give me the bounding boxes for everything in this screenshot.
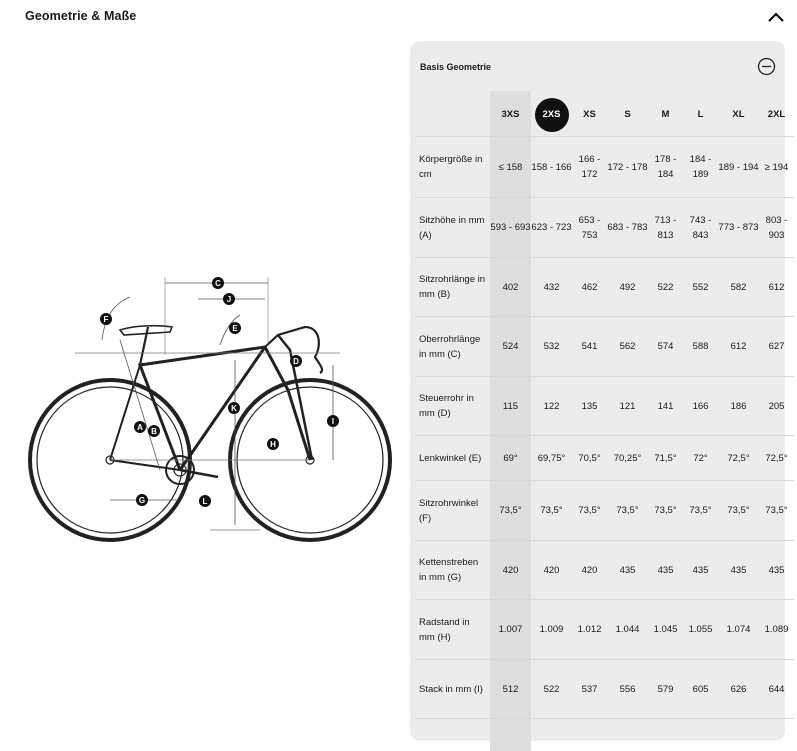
row-value: 579 xyxy=(648,660,683,719)
size-option-3xs[interactable]: 3XS xyxy=(490,93,531,137)
row-value: 1.044 xyxy=(607,600,648,660)
row-value: 73,5° xyxy=(683,481,718,541)
size-option-xs[interactable]: XS xyxy=(572,93,607,137)
row-value: 522 xyxy=(648,258,683,317)
panel-title: Basis Geometrie xyxy=(420,62,492,72)
row-value: 435 xyxy=(648,541,683,600)
geometry-row xyxy=(415,198,794,258)
diagram-marker-i xyxy=(327,415,339,427)
diagram-marker-h xyxy=(267,438,279,450)
row-value: 1.007 xyxy=(490,600,531,660)
row-value: 522 xyxy=(531,660,572,719)
diagram-marker-e xyxy=(229,322,241,334)
row-value: 588 xyxy=(683,317,718,377)
row-value: 115 xyxy=(490,377,531,436)
row-value: 612 xyxy=(718,317,759,377)
row-value: 532 xyxy=(531,317,572,377)
row-value: 69,75° xyxy=(531,436,572,481)
row-value: 73,5° xyxy=(718,481,759,541)
row-value: 623 - 723 xyxy=(531,198,572,258)
row-value: 420 xyxy=(490,541,531,600)
row-value: 205 xyxy=(759,377,794,436)
row-label: Lenkwinkel (E) xyxy=(415,436,490,481)
row-value: 743 - 843 xyxy=(683,198,718,258)
row-value: 73,5° xyxy=(759,481,794,541)
row-value: 537 xyxy=(572,660,607,719)
row-value: 492 xyxy=(607,258,648,317)
geometry-panel xyxy=(410,41,789,741)
row-value: 562 xyxy=(607,317,648,377)
row-value: 552 xyxy=(683,258,718,317)
row-value: 166 xyxy=(683,377,718,436)
svg-text:H: H xyxy=(270,440,276,449)
diagram-marker-c xyxy=(212,277,224,289)
row-value: 541 xyxy=(572,317,607,377)
size-option-l[interactable]: L xyxy=(683,93,718,137)
row-value: 462 xyxy=(572,258,607,317)
diagram-marker-d xyxy=(290,355,302,367)
svg-text:E: E xyxy=(232,324,238,333)
svg-text:K: K xyxy=(231,404,237,413)
row-value: 627 xyxy=(759,317,794,377)
diagram-marker-f xyxy=(100,313,112,325)
row-label: Körpergröße in cm xyxy=(415,137,490,198)
diagram-marker-b xyxy=(148,425,160,437)
svg-text:I: I xyxy=(331,417,335,426)
row-value: 141 xyxy=(648,377,683,436)
row-value: 683 - 783 xyxy=(607,198,648,258)
row-label: Stack in mm (I) xyxy=(415,660,490,719)
row-value: 73,5° xyxy=(531,481,572,541)
row-value: 178 - 184 xyxy=(648,137,683,198)
svg-text:B: B xyxy=(151,427,157,436)
row-value: 1.012 xyxy=(572,600,607,660)
row-value: 72,5° xyxy=(718,436,759,481)
row-value: 1.045 xyxy=(648,600,683,660)
row-value: 512 xyxy=(490,660,531,719)
geometry-row xyxy=(415,660,794,719)
size-option-xl[interactable]: XL xyxy=(718,93,759,137)
geometry-row xyxy=(415,258,794,317)
row-value: 402 xyxy=(490,258,531,317)
size-option-m[interactable]: M xyxy=(648,93,683,137)
diagram-marker-k xyxy=(228,402,240,414)
row-value: 135 xyxy=(572,377,607,436)
row-value: 166 - 172 xyxy=(572,137,607,198)
row-value: 1.009 xyxy=(531,600,572,660)
svg-text:G: G xyxy=(138,496,146,505)
row-value: 713 - 813 xyxy=(648,198,683,258)
row-value: 70,25° xyxy=(607,436,648,481)
chevron-up-icon[interactable] xyxy=(766,10,786,24)
geometry-row xyxy=(415,541,794,600)
size-option-2xl[interactable]: 2XL xyxy=(759,93,794,137)
geometry-row xyxy=(415,481,794,541)
row-value: 1.089 xyxy=(759,600,794,660)
row-label: Sitzrohrlänge in mm (B) xyxy=(415,258,490,317)
row-value: 70,5° xyxy=(572,436,607,481)
row-value: 435 xyxy=(718,541,759,600)
row-label: Sitzrohrwinkel (F) xyxy=(415,481,490,541)
geometry-table xyxy=(415,93,794,719)
size-option-s[interactable]: S xyxy=(607,93,648,137)
row-value: 69° xyxy=(490,436,531,481)
bike-geometry-diagram xyxy=(20,255,390,545)
selected-size-pill[interactable]: 2XS xyxy=(535,98,569,132)
svg-text:D: D xyxy=(293,357,299,366)
row-value: 72° xyxy=(683,436,718,481)
row-value: 593 - 693 xyxy=(490,198,531,258)
minus-circle-icon[interactable] xyxy=(757,57,776,76)
geometry-row xyxy=(415,436,794,481)
row-value: 435 xyxy=(683,541,718,600)
row-value: 574 xyxy=(648,317,683,377)
geometry-row xyxy=(415,137,794,198)
row-value: 435 xyxy=(759,541,794,600)
row-label: Radstand in mm (H) xyxy=(415,600,490,660)
row-label: Sitzhöhe in mm (A) xyxy=(415,198,490,258)
size-header-row xyxy=(415,93,794,137)
size-header-spacer xyxy=(415,93,490,137)
row-value: 1.055 xyxy=(683,600,718,660)
row-value: 186 xyxy=(718,377,759,436)
row-value: 644 xyxy=(759,660,794,719)
row-value: 73,5° xyxy=(607,481,648,541)
row-value: 184 - 189 xyxy=(683,137,718,198)
svg-text:A: A xyxy=(137,423,143,432)
row-value: 626 xyxy=(718,660,759,719)
row-value: 612 xyxy=(759,258,794,317)
svg-text:C: C xyxy=(215,279,221,288)
row-value: 803 - 903 xyxy=(759,198,794,258)
row-value: ≥ 194 xyxy=(759,137,794,198)
row-value: 420 xyxy=(572,541,607,600)
geometry-row xyxy=(415,317,794,377)
row-value: 122 xyxy=(531,377,572,436)
row-value: 73,5° xyxy=(490,481,531,541)
row-value: ≤ 158 xyxy=(490,137,531,198)
svg-text:F: F xyxy=(103,315,109,324)
row-value: 524 xyxy=(490,317,531,377)
diagram-marker-g xyxy=(136,494,148,506)
svg-text:J: J xyxy=(226,295,232,304)
row-value: 582 xyxy=(718,258,759,317)
diagram-marker-j xyxy=(223,293,235,305)
diagram-marker-a xyxy=(134,421,146,433)
diagram-marker-l xyxy=(199,495,211,507)
row-value: 73,5° xyxy=(648,481,683,541)
row-value: 653 - 753 xyxy=(572,198,607,258)
row-value: 121 xyxy=(607,377,648,436)
row-value: 435 xyxy=(607,541,648,600)
row-value: 773 - 873 xyxy=(718,198,759,258)
row-value: 73,5° xyxy=(572,481,607,541)
row-value: 432 xyxy=(531,258,572,317)
row-value: 420 xyxy=(531,541,572,600)
svg-text:L: L xyxy=(202,497,208,506)
row-label: Kettenstreben in mm (G) xyxy=(415,541,490,600)
row-value: 158 - 166 xyxy=(531,137,572,198)
row-value: 556 xyxy=(607,660,648,719)
row-value: 71,5° xyxy=(648,436,683,481)
row-label: Steuerrohr in mm (D) xyxy=(415,377,490,436)
size-option-2xs[interactable] xyxy=(531,93,572,137)
row-value: 1.074 xyxy=(718,600,759,660)
geometry-row xyxy=(415,377,794,436)
row-value: 172 - 178 xyxy=(607,137,648,198)
section-title: Geometrie & Maße xyxy=(25,9,137,23)
geometry-row xyxy=(415,600,794,660)
row-label: Oberrohrlänge in mm (C) xyxy=(415,317,490,377)
row-value: 72,5° xyxy=(759,436,794,481)
row-value: 189 - 194 xyxy=(718,137,759,198)
row-value: 605 xyxy=(683,660,718,719)
